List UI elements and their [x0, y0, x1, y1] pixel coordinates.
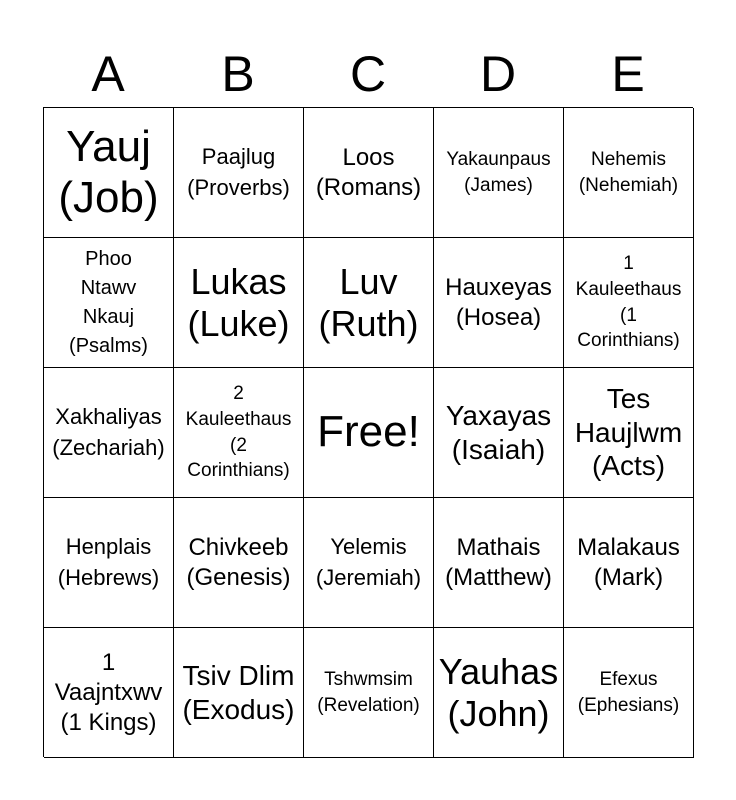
bingo-cell-e2[interactable]: [564, 238, 694, 368]
column-letter-e: E: [611, 46, 645, 102]
bingo-cell-d4[interactable]: [434, 498, 564, 628]
free-space-label: Free!: [317, 407, 420, 457]
bingo-cell-c1[interactable]: [304, 108, 434, 238]
cell-label: Hauxeyas (Hosea): [445, 273, 552, 331]
free-space[interactable]: [304, 368, 434, 498]
cell-label: Tes Haujlwm (Acts): [574, 383, 683, 482]
bingo-cell-d3[interactable]: [434, 368, 564, 498]
bingo-cell-b2[interactable]: [174, 238, 304, 368]
bingo-cell-a1[interactable]: [44, 108, 174, 238]
bingo-cell-b3[interactable]: [174, 368, 304, 498]
cell-label: Efexus (Ephesians): [577, 668, 680, 716]
bingo-cell-a3[interactable]: [44, 368, 174, 498]
cell-label: Yelemis (Jeremiah): [315, 533, 422, 590]
bingo-cell-e1[interactable]: [564, 108, 694, 238]
bingo-cell-e4[interactable]: [564, 498, 694, 628]
cell-label: Yauj (Job): [58, 121, 159, 222]
cell-label: Paajlug (Proverbs): [187, 143, 290, 200]
cell-label: Nehemis (Nehemiah): [578, 148, 679, 196]
column-letter-a: A: [91, 46, 125, 102]
bingo-header: [43, 40, 693, 108]
bingo-cell-a5[interactable]: [44, 628, 174, 758]
bingo-cell-d5[interactable]: [434, 628, 564, 758]
cell-label: 1 Vaajntxwv (1 Kings): [54, 648, 163, 736]
cell-label: 1 Kauleethaus (1 Corinthians): [575, 253, 682, 352]
cell-label: Henplais (Hebrews): [57, 533, 160, 590]
cell-label: Lukas (Luke): [187, 261, 290, 344]
bingo-grid: [43, 107, 693, 757]
bingo-cell-c2[interactable]: [304, 238, 434, 368]
bingo-cell-c5[interactable]: [304, 628, 434, 758]
column-letter-c: C: [349, 46, 387, 102]
cell-label: Yakaunpaus (James): [446, 148, 551, 196]
cell-label: Luv (Ruth): [318, 261, 419, 344]
cell-label: Tshwmsim (Revelation): [317, 668, 420, 716]
bingo-cell-b4[interactable]: [174, 498, 304, 628]
bingo-cell-a2[interactable]: [44, 238, 174, 368]
bingo-cell-a4[interactable]: [44, 498, 174, 628]
cell-label: Phoo Ntawv Nkauj (Psalms): [69, 247, 148, 357]
cell-label: Yaxayas (Isaiah): [445, 399, 552, 465]
bingo-cell-b5[interactable]: [174, 628, 304, 758]
cell-label: Malakaus (Mark): [577, 533, 680, 591]
cell-label: Mathais (Matthew): [445, 533, 552, 591]
column-letter-b: B: [221, 46, 255, 102]
bingo-cell-c4[interactable]: [304, 498, 434, 628]
cell-label: Xakhaliyas (Zechariah): [52, 403, 165, 460]
bingo-cell-d2[interactable]: [434, 238, 564, 368]
cell-label: 2 Kauleethaus (2 Corinthians): [185, 383, 292, 482]
bingo-cell-e3[interactable]: [564, 368, 694, 498]
cell-label: Loos (Romans): [315, 143, 422, 201]
column-letter-d: D: [479, 46, 517, 102]
bingo-cell-b1[interactable]: [174, 108, 304, 238]
bingo-cell-d1[interactable]: [434, 108, 564, 238]
cell-label: Tsiv Dlim (Exodus): [182, 659, 295, 725]
cell-label: Chivkeeb (Genesis): [186, 533, 291, 591]
bingo-cell-e5[interactable]: [564, 628, 694, 758]
cell-label: Yauhas (John): [438, 651, 559, 734]
